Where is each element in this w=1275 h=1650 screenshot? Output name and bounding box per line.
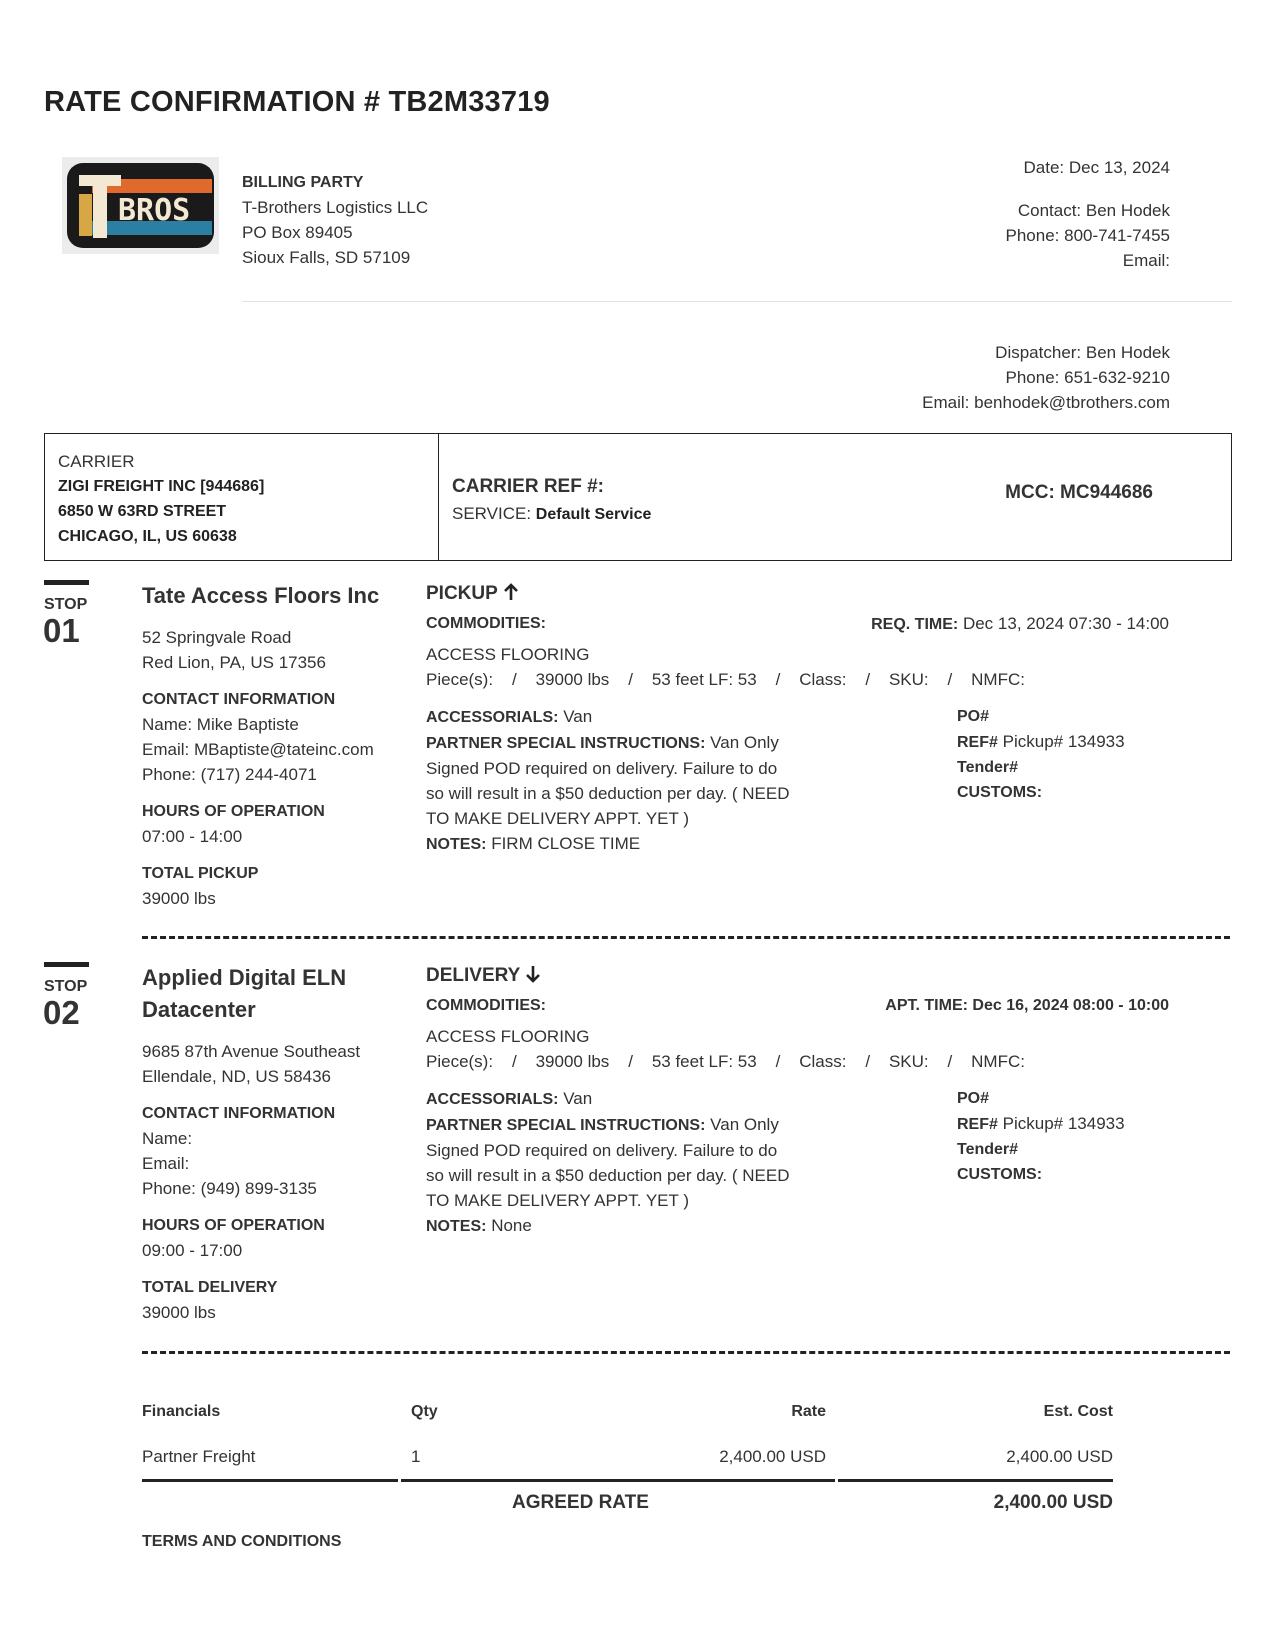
stop-divider bbox=[142, 1351, 1230, 1354]
agreed-rate-value: 2,400.00 USD bbox=[993, 1492, 1113, 1513]
contact-header: CONTACT INFORMATION bbox=[142, 1105, 336, 1122]
psi-line: TO MAKE DELIVERY APPT. YET ) bbox=[426, 1191, 689, 1210]
accessorials-value: Van bbox=[563, 1089, 593, 1108]
total-value: 39000 lbs bbox=[142, 889, 216, 908]
psi-line: Signed POD required on delivery. Failure to do bbox=[426, 1141, 778, 1160]
instructions-block bbox=[426, 1086, 789, 1239]
header-email: Email: bbox=[1122, 251, 1170, 270]
billing-name: T-Brothers Logistics LLC bbox=[242, 198, 429, 217]
billing-address2: Sioux Falls, SD 57109 bbox=[242, 248, 411, 267]
accessorials bbox=[426, 1086, 789, 1112]
mcc-number: MCC: MC944686 bbox=[1005, 482, 1153, 503]
req-time-label: REQ. TIME: bbox=[871, 616, 959, 633]
service-value: Default Service bbox=[535, 506, 652, 523]
address-line1: 52 Springvale Road bbox=[142, 628, 292, 647]
header-date: Date: Dec 13, 2024 bbox=[1023, 158, 1170, 177]
notes-value: FIRM CLOSE TIME bbox=[491, 834, 641, 853]
apt-time-label: APT. TIME: bbox=[885, 997, 968, 1014]
header-phone: Phone: 800-741-7455 bbox=[1005, 226, 1170, 245]
stop-bar bbox=[44, 962, 89, 967]
company-logo bbox=[62, 157, 219, 254]
po-label: PO# bbox=[957, 708, 990, 725]
stop-number: 01 bbox=[43, 612, 80, 649]
header-contact: Contact: Ben Hodek bbox=[1017, 201, 1170, 220]
fin-row-qty: 1 bbox=[411, 1447, 421, 1466]
tender-label: Tender# bbox=[957, 1141, 1019, 1158]
special-instructions bbox=[426, 1112, 789, 1138]
address-line2: Red Lion, PA, US 17356 bbox=[142, 653, 326, 672]
delivery-title bbox=[426, 965, 541, 987]
accessorials bbox=[426, 704, 789, 730]
accessorials-label: ACCESSORIALS: bbox=[426, 1091, 559, 1108]
delivery-label: DELIVERY bbox=[426, 965, 521, 986]
stop-divider bbox=[142, 936, 1230, 939]
facility-name-line2: Datacenter bbox=[142, 997, 256, 1022]
carrier-info bbox=[45, 434, 439, 560]
ref-value: Pickup# 134933 bbox=[1002, 732, 1125, 751]
page-title: RATE CONFIRMATION # TB2M33719 bbox=[44, 86, 550, 118]
notes bbox=[426, 1213, 789, 1239]
facility-name-line1: Tate Access Floors Inc bbox=[142, 583, 380, 608]
notes bbox=[426, 831, 789, 857]
pickup-title bbox=[426, 583, 519, 605]
contact-header: CONTACT INFORMATION bbox=[142, 691, 336, 708]
total-header: TOTAL PICKUP bbox=[142, 865, 259, 882]
arrow-down-icon bbox=[525, 965, 541, 983]
commodity-name: ACCESS FLOORING bbox=[426, 645, 590, 664]
reference-block bbox=[957, 1086, 1125, 1187]
pieces-line: Piece(s): / 39000 lbs / 53 feet LF: 53 / Class: / SKU: / NMFC: bbox=[426, 1052, 1025, 1071]
psi-label: PARTNER SPECIAL INSTRUCTIONS: bbox=[426, 735, 706, 752]
fin-header-qty: Qty bbox=[411, 1403, 438, 1420]
fin-row-desc: Partner Freight bbox=[142, 1447, 256, 1466]
psi-first: Van Only bbox=[710, 1115, 779, 1134]
ref-label: REF# bbox=[957, 734, 998, 751]
stop-bar bbox=[44, 580, 89, 585]
hours-value: 09:00 - 17:00 bbox=[142, 1241, 243, 1260]
commodity-name: ACCESS FLOORING bbox=[426, 1027, 590, 1046]
service-line bbox=[452, 504, 651, 524]
carrier-ref: CARRIER REF #: bbox=[452, 476, 605, 497]
contact-email: Email: MBaptiste@tateinc.com bbox=[142, 740, 374, 759]
service-label: SERVICE: bbox=[452, 504, 532, 523]
contact-name: Name: bbox=[142, 1129, 193, 1148]
facility-name bbox=[142, 962, 346, 1026]
psi-first: Van Only bbox=[710, 733, 779, 752]
carrier-name: ZIGI FREIGHT INC [944686] bbox=[58, 478, 265, 495]
req-time bbox=[871, 611, 1169, 637]
hours-header: HOURS OF OPERATION bbox=[142, 1217, 325, 1234]
notes-value: None bbox=[491, 1216, 532, 1235]
req-time-value: Dec 13, 2024 07:30 - 14:00 bbox=[962, 614, 1169, 633]
accessorials-value: Van bbox=[563, 707, 593, 726]
billing-party bbox=[242, 170, 428, 270]
tbros-logo-icon bbox=[62, 157, 219, 254]
dispatcher-block bbox=[922, 340, 1170, 415]
hours-header: HOURS OF OPERATION bbox=[142, 803, 325, 820]
fin-header-cost: Est. Cost bbox=[1043, 1403, 1113, 1420]
agreed-rate-label: AGREED RATE bbox=[512, 1492, 649, 1513]
po-label: PO# bbox=[957, 1090, 990, 1107]
carrier-street: 6850 W 63RD STREET bbox=[58, 503, 227, 520]
address-line2: Ellendale, ND, US 58436 bbox=[142, 1067, 332, 1086]
total-value: 39000 lbs bbox=[142, 1303, 216, 1322]
commodities-label: COMMODITIES: bbox=[426, 997, 546, 1014]
billing-address1: PO Box 89405 bbox=[242, 223, 353, 242]
address-line1: 9685 87th Avenue Southeast bbox=[142, 1042, 361, 1061]
apt-time-value: Dec 16, 2024 08:00 - 10:00 bbox=[972, 997, 1169, 1014]
notes-label: NOTES: bbox=[426, 836, 487, 853]
special-instructions bbox=[426, 730, 789, 756]
accessorials-label: ACCESSORIALS: bbox=[426, 709, 559, 726]
ref-line bbox=[957, 1111, 1125, 1137]
fin-row-cost: 2,400.00 USD bbox=[1006, 1447, 1113, 1466]
contact-phone: Phone: (949) 899-3135 bbox=[142, 1179, 317, 1198]
dispatcher-name: Dispatcher: Ben Hodek bbox=[995, 343, 1170, 362]
fin-rule bbox=[401, 1479, 835, 1482]
carrier-label: CARRIER bbox=[58, 452, 135, 471]
fin-rule bbox=[142, 1479, 398, 1482]
hours-value: 07:00 - 14:00 bbox=[142, 827, 243, 846]
terms-heading: TERMS AND CONDITIONS bbox=[142, 1533, 342, 1550]
stop-number: 02 bbox=[43, 994, 80, 1031]
contact-email: Email: bbox=[142, 1154, 190, 1173]
pieces-line: Piece(s): / 39000 lbs / 53 feet LF: 53 / Class: / SKU: / NMFC: bbox=[426, 670, 1025, 689]
facility-name-line1: Applied Digital ELN bbox=[142, 965, 347, 990]
reference-block bbox=[957, 704, 1125, 805]
psi-label: PARTNER SPECIAL INSTRUCTIONS: bbox=[426, 1117, 706, 1134]
ref-value: Pickup# 134933 bbox=[1002, 1114, 1125, 1133]
fin-header-rate: Rate bbox=[791, 1403, 826, 1420]
stop-details bbox=[142, 625, 374, 911]
customs-label: CUSTOMS: bbox=[957, 784, 1043, 801]
psi-line: so will result in a $50 deduction per day. ( NEED bbox=[426, 1166, 790, 1185]
billing-label: BILLING PARTY bbox=[242, 174, 364, 191]
dispatcher-email: Email: benhodek@tbrothers.com bbox=[922, 393, 1170, 412]
stop-label: STOP bbox=[44, 978, 88, 995]
contact-name: Name: Mike Baptiste bbox=[142, 715, 299, 734]
notes-label: NOTES: bbox=[426, 1218, 487, 1235]
commodities-label: COMMODITIES: bbox=[426, 615, 546, 632]
fin-header-financials: Financials bbox=[142, 1403, 221, 1420]
facility-name bbox=[142, 580, 379, 612]
tender-label: Tender# bbox=[957, 759, 1019, 776]
psi-line: Signed POD required on delivery. Failure to do bbox=[426, 759, 778, 778]
ref-line bbox=[957, 729, 1125, 755]
psi-line: TO MAKE DELIVERY APPT. YET ) bbox=[426, 809, 689, 828]
carrier-city: CHICAGO, IL, US 60638 bbox=[58, 528, 237, 545]
total-header: TOTAL DELIVERY bbox=[142, 1279, 278, 1296]
logo-text: BROS bbox=[118, 193, 191, 228]
pickup-label: PICKUP bbox=[426, 583, 498, 604]
stop-label: STOP bbox=[44, 596, 88, 613]
arrow-up-icon bbox=[503, 583, 519, 601]
contact-phone: Phone: (717) 244-4071 bbox=[142, 765, 317, 784]
ref-label: REF# bbox=[957, 1116, 998, 1133]
fin-row-rate: 2,400.00 USD bbox=[719, 1447, 826, 1466]
apt-time bbox=[885, 997, 1169, 1015]
fin-rule bbox=[838, 1479, 1113, 1482]
customs-label: CUSTOMS: bbox=[957, 1166, 1043, 1183]
psi-line: so will result in a $50 deduction per day. ( NEED bbox=[426, 784, 790, 803]
stop-details bbox=[142, 1039, 360, 1325]
header-contact-block bbox=[1006, 198, 1170, 273]
dispatcher-phone: Phone: 651-632-9210 bbox=[1005, 368, 1170, 387]
divider bbox=[242, 301, 1232, 302]
instructions-block bbox=[426, 704, 789, 857]
